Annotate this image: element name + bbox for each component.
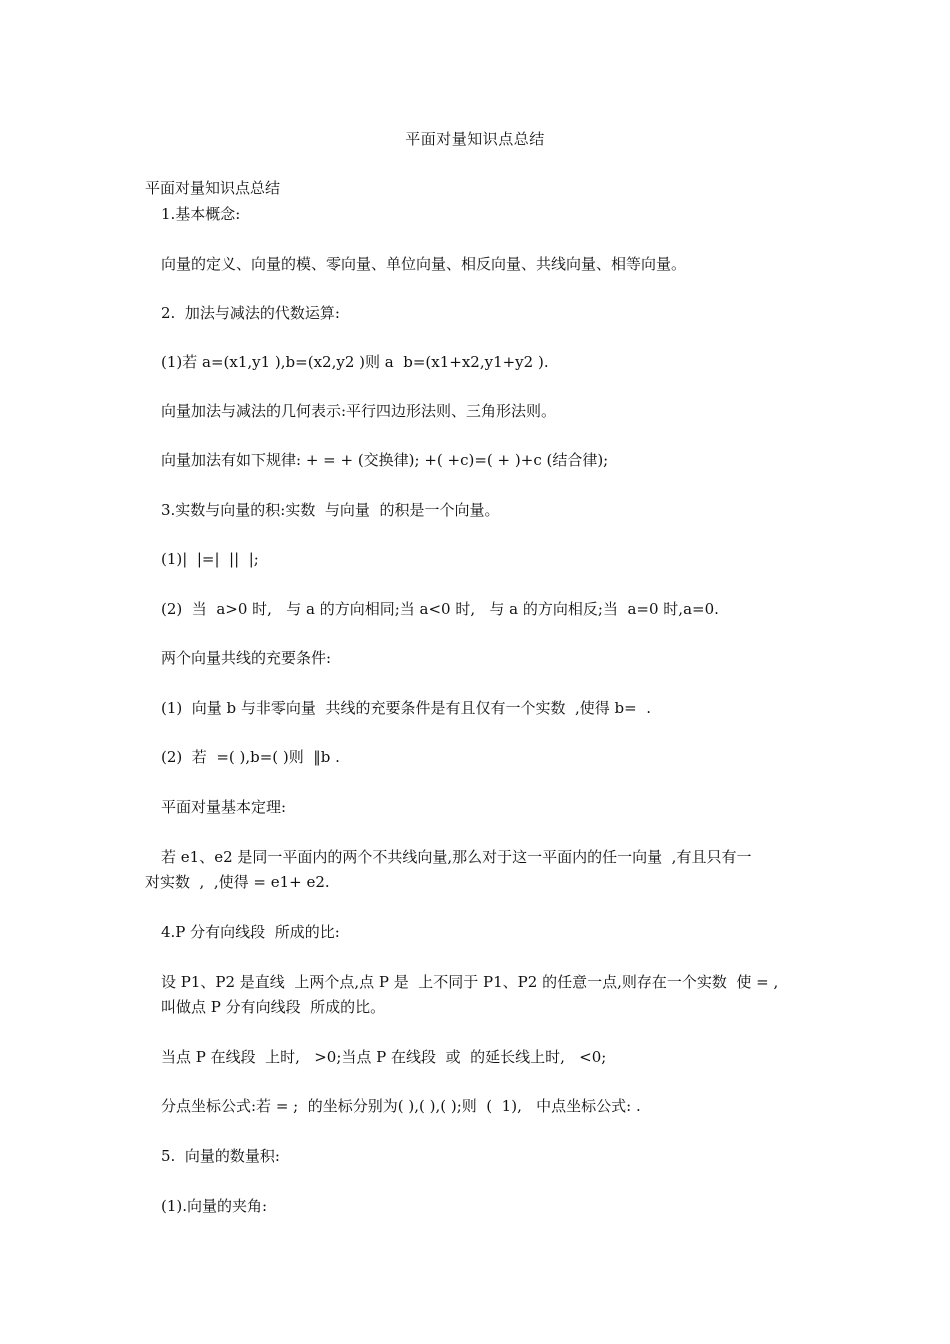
heading-line: 平面对量知识点总结 <box>145 179 281 197</box>
text-line: 分点坐标公式:若 = ; 的坐标分别为( ),( ),( );则 ( 1), 中点坐标公式: . <box>161 1097 641 1115</box>
section-heading-addition: 2. 加法与减法的代数运算: <box>161 304 340 322</box>
text-line: (2) 当 a>0 时, 与 a 的方向相同;当 a<0 时, 与 a 的方向相反;当 a=0 时,a=0. <box>161 600 719 618</box>
text-line: 两个向量共线的充要条件: <box>161 649 332 667</box>
text-line: (1)若 a=(x1,y1 ),b=(x2,y2 )则 a b=(x1+x2,y1+y2 ). <box>161 353 549 371</box>
text-line: (1)| |=| || |; <box>161 550 259 568</box>
section-heading-scalar-product: 3.实数与向量的积:实数 与向量 的积是一个向量。 <box>161 501 500 519</box>
text-line: 当点 P 在线段 上时, >0;当点 P 在线段 或 的延长线上时, <0; <box>161 1048 607 1066</box>
document-title: 平面对量知识点总结 <box>405 130 545 148</box>
text-line: 向量的定义、向量的模、零向量、单位向量、相反向量、共线向量、相等向量。 <box>161 255 687 273</box>
text-line: (2) 若 =( ),b=( )则 ‖b . <box>161 748 340 766</box>
text-line: 向量加法与减法的几何表示:平行四边形法则、三角形法则。 <box>161 402 557 420</box>
section-heading-dot-product: 5. 向量的数量积: <box>161 1147 280 1165</box>
text-line: 叫做点 P 分有向线段 所成的比。 <box>161 998 386 1016</box>
text-line: 对实数 , ,使得 = e1+ e2. <box>145 873 330 891</box>
text-line: 向量加法有如下规律: + = + (交换律); +( +c)=( + )+c (结合律); <box>161 451 609 469</box>
section-heading-basic-concepts: 1.基本概念: <box>161 205 241 223</box>
text-line: 平面对量基本定理: <box>161 798 287 816</box>
text-line: 设 P1、P2 是直线 上两个点,点 P 是 上不同于 P1、P2 的任意一点,则存在一个实数 使 = , <box>161 973 779 991</box>
text-line: 若 e1、e2 是同一平面内的两个不共线向量,那么对于这一平面内的任一向量 ,有且只有一 <box>161 848 752 866</box>
section-heading-division-ratio: 4.P 分有向线段 所成的比: <box>161 923 340 941</box>
text-line: (1).向量的夹角: <box>161 1197 268 1215</box>
text-line: (1) 向量 b 与非零向量 共线的充要条件是有且仅有一个实数 ,使得 b= . <box>161 699 652 717</box>
